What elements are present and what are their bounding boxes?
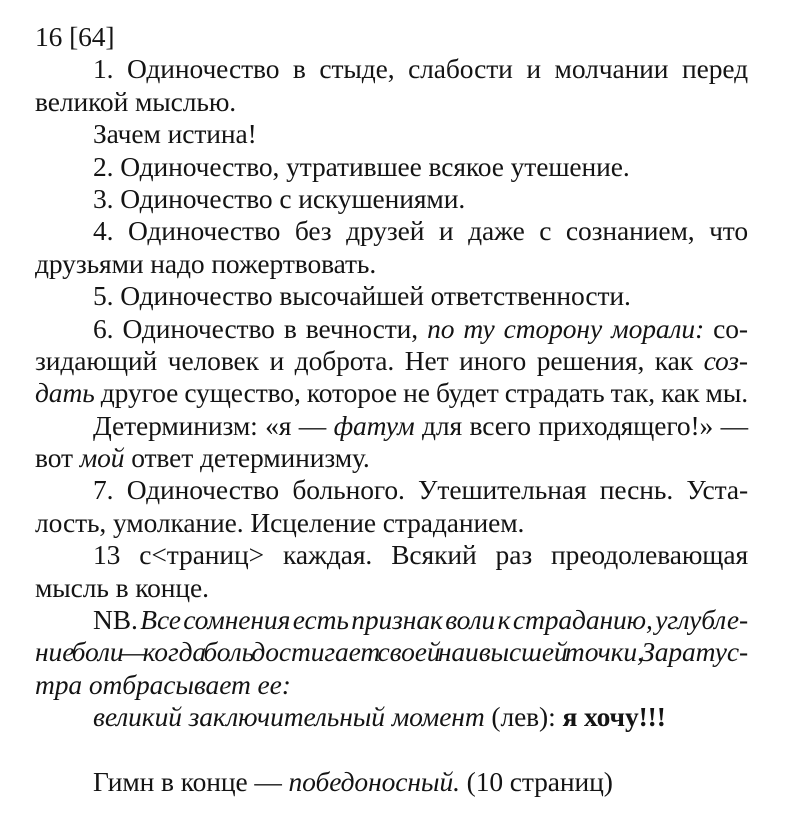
text-line [35, 474, 748, 506]
text-line [35, 669, 748, 701]
text-segment: ние боли — когда боль достигает своей наивысшей точки, Заратус- [35, 636, 748, 668]
text-segment: 5. Одиночество высочайшей ответственности. [93, 280, 631, 312]
text-line [35, 377, 748, 409]
text-segment: для всего приходящего!» — [414, 409, 748, 441]
text-segment: Зачем истина! [93, 118, 257, 150]
text-segment: дать [35, 377, 95, 409]
text-segment: 3. Одиночество с искушениями. [93, 182, 466, 214]
text-segment: победоносный. [288, 765, 460, 797]
text-line-content [35, 507, 524, 539]
text-segment: Все сомнения есть признак воли к страданию, углубле- [140, 604, 748, 636]
text-segment: (лев): [491, 701, 563, 733]
text-line [35, 410, 748, 442]
text-segment: (10 страниц) [459, 765, 613, 797]
text-line-content [35, 669, 291, 701]
text-line-content [93, 474, 748, 506]
text-segment: другое существо, которое не будет страдать так, как мы. [94, 377, 748, 409]
text-segment: фатум [333, 409, 415, 441]
text-line-content [93, 183, 465, 215]
text-line [35, 248, 748, 280]
text-segment: Гимн в конце — [93, 765, 289, 797]
text-line [35, 280, 748, 312]
text-segment: 6. Одиночество в вечности, [93, 312, 428, 344]
text-line [35, 53, 748, 85]
text-segment: лость, умолкание. Исцеление страданием. [35, 506, 525, 538]
text-segment: тра отбрасывает ее: [35, 668, 291, 700]
text-line [35, 313, 748, 345]
text-segment: 1. Одиночество в стыде, слабости и молчании перед [93, 53, 748, 85]
text-segment: со- [704, 312, 748, 344]
text-line [35, 701, 748, 733]
text-line-content [35, 636, 748, 668]
text-line-content [35, 345, 748, 377]
text-line-content [93, 215, 748, 247]
text-line [35, 183, 748, 215]
text-segment: друзьями надо пожертвовать. [35, 247, 377, 279]
text-line-content [93, 701, 666, 733]
fragment-number [35, 21, 748, 53]
text-segment: я хочу!!! [562, 701, 666, 733]
text-line [35, 507, 748, 539]
text-segment: 7. Одиночество больного. Утешительная песнь. Уста- [93, 474, 748, 506]
text-line-content [93, 539, 748, 571]
text-line [35, 151, 748, 183]
text-line [35, 636, 748, 668]
text-line-content [93, 766, 613, 798]
text-segment: вот [35, 442, 80, 474]
text-segment: Детерминизм: «я — [93, 409, 334, 441]
text-segment: 4. Одиночество без друзей и даже с сознанием, что [93, 215, 748, 247]
text-line [35, 766, 748, 798]
text-line [35, 118, 748, 150]
text-line [35, 86, 748, 118]
text-line [35, 539, 748, 571]
text-segment: зидающий человек и доброта. Нет иного решения, как [35, 344, 704, 376]
text-segment: 13 с<траниц> каждая. Всякий раз преодолевающая [93, 539, 748, 571]
text-line [35, 572, 748, 604]
text-segment: мысль в конце. [35, 571, 209, 603]
text-line-content [35, 86, 236, 118]
text-segment: 2. Одиночество, утратившее всякое утешение. [93, 150, 630, 182]
text-segment: 16 [64] [35, 21, 115, 52]
text-line-content [35, 21, 115, 53]
text-line [35, 442, 748, 474]
text-segment: великий заключительный момент [93, 701, 492, 733]
text-line-content [93, 604, 748, 636]
text-segment: по ту сторону морали: [427, 312, 705, 344]
text-line-content [93, 313, 748, 345]
text-line [35, 215, 748, 247]
text-segment: соз- [703, 344, 748, 376]
text-line-content [93, 280, 631, 312]
text-line [35, 345, 748, 377]
text-line-content [93, 151, 630, 183]
text-line-content [93, 118, 257, 150]
text-line-content [35, 377, 748, 409]
text-segment: великой мыслью. [35, 85, 237, 117]
text-segment: NB. [93, 604, 141, 636]
text-line-content [93, 53, 748, 85]
text-segment: мой [79, 442, 125, 474]
text-line [35, 604, 748, 636]
text-segment: ответ детерминизму. [124, 442, 370, 474]
text-line-content [35, 572, 209, 604]
text-line-content [35, 248, 376, 280]
page-text [35, 21, 748, 798]
text-line-content [93, 410, 748, 442]
blank-line [35, 734, 748, 766]
text-line-content [35, 442, 370, 474]
